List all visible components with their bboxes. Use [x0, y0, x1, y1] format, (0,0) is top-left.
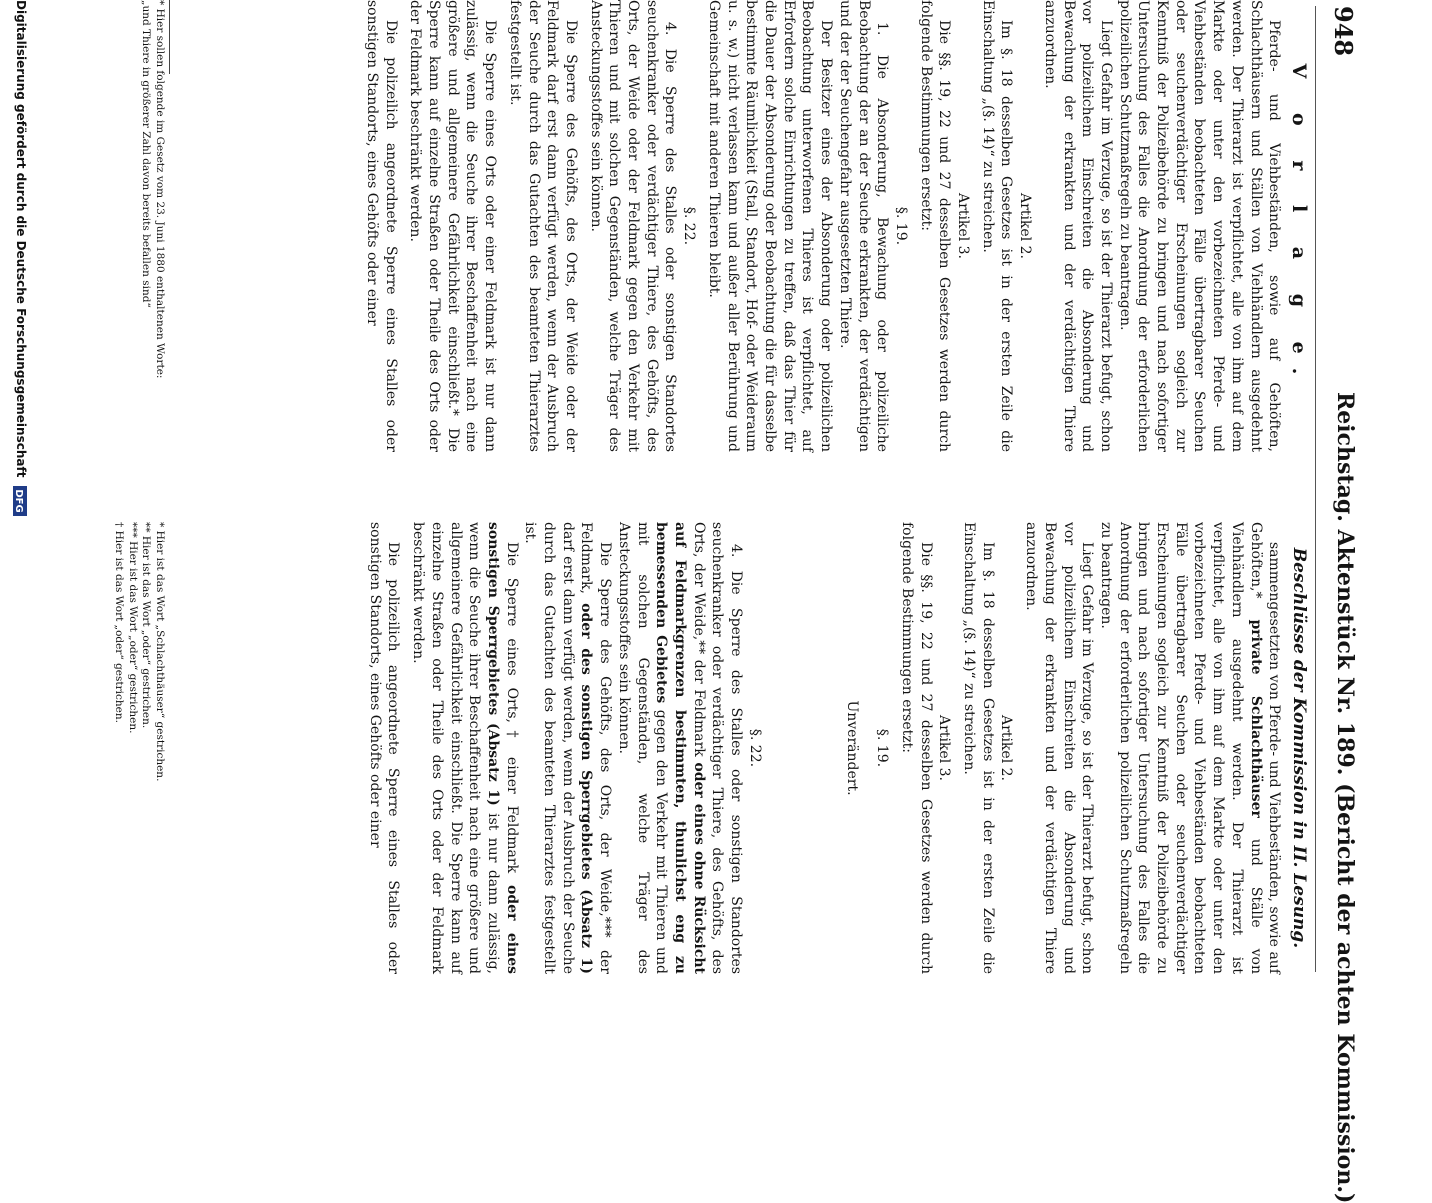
right-column-beschluesse: [365, 522, 1312, 974]
right-s22-text2-bold: oder des sonstigen Sperrgebietes (Absatz 1): [578, 603, 595, 974]
right-unchanged-note: Unverändert.: [843, 700, 860, 796]
right-article-3-label: Artikel 3.: [936, 715, 953, 781]
right-article-3-text: Die §§. 19, 22 und 27 desselben Gesetzes werden durch folgende Bestimmungen ersetzt:: [898, 522, 934, 974]
right-s22-item4-post: gegen den Verkehr mit Thieren und mit solchen Gegenständen, welche Träger des Ansteckungsstoffes sein können.: [615, 522, 670, 974]
dfg-logo-icon: [14, 486, 28, 516]
right-intro-bold: private Schlachthäuser: [1247, 619, 1264, 818]
right-s22-item4-bold: oder eines ohne Rücksicht auf Feldmarkgrenzen bestimmten, thunlichst eng zu bemessenden Gebietes: [653, 522, 707, 974]
right-s22-text3-bold: oder eines sonstigen Sperrgebietes (Absatz 1): [484, 522, 520, 975]
footnote-left-1: * Hier sollen folgende im Gesetz vom 23. Juni 1880 enthaltenen Worte:: [154, 0, 166, 379]
left-intro-paragraph-2: Liegt Gefahr im Verzuge, so ist der Thierarzt befugt, schon vor polizeilichem Einschreiten die Absonderung und Bewachung der erkrankten und der verdächtigen Thiere anzuordnen.: [1041, 0, 1114, 452]
footnote-left-2: „und Thiere in größerer Zahl davon bereits befallen sind“: [140, 0, 153, 308]
dfg-logo-text: DFG: [13, 488, 25, 513]
right-s22-text3-post: ist nur dann zulässig, wenn die Seuche ihrer Beschaffenheit nach eine größere und allgemeinere Gefährlichkeit einschließt. Die Sperre kann auf einzelne Straßen oder Theile des Orts oder der Feldmark beschränkt werden.: [410, 522, 501, 974]
left-section-19-item-1-cont: Der Besitzer eines der Absonderung oder polizeilichen Beobachtung unterworfenen Thieres ist verpflichtet, auf Erfordern solche Einrichtungen zu treffen, daß das Thier für die Dauer der Absonderung oder Beobachtung die für dasselbe bestimmte Räumlichkeit (Stall, Standort, Hof- oder Weideraum u. s. w.) nicht verlassen kann und außer aller Berührung und Gemeinschaft mit anderen Thieren bleibt.: [705, 0, 835, 452]
right-section-22-text-4: Die polizeilich angeordnete Sperre eines Stalles oder sonstigen Standorts, eines Gehöfts oder einer: [366, 522, 402, 974]
left-article-2-text: Im §. 18 desselben Gesetzes ist in der ersten Zeile die Einschaltung „(§. 14)“ zu streichen.: [979, 0, 1015, 452]
dfg-footer-text: Digitalisierung gefördert durch die Deutsche Forschungsgemeinschaft: [14, 0, 28, 478]
right-intro-paragraph-2: Liegt Gefahr im Verzuge, so ist der Thierarzt befugt, schon vor polizeilichem Einschreiten die Absonderung und Bewachung der erkrankten und der verdächtigen Thiere anzuordnen.: [1023, 522, 1096, 974]
left-intro-paragraph: Pferde- und Viehbeständen, sowie auf Gehöften, Schlachthäusern und Ställen von Viehhändlern ausgedehnt werden. Der Thierarzt ist verpflichtet, alle von ihm auf dem Markte oder unter den vorbezeichneten Pferde- und Viehbeständen beobachteten Fälle übertragbarer Seuchen oder seuchenverdächtiger Erscheinungen sogleich zur Kenntniß der Polizeibehörde zu bringen und nach sofortiger Untersuchung des Falles die Anordnung der erforderlichen polizeilichen Schutzmaßregeln zu beantragen.: [1116, 0, 1283, 452]
left-section-22-text-3: Die Sperre eines Orts oder einer Feldmark ist nur dann zulässig, wenn die Seuche ihrer Beschaffenheit nach eine größere und allgemeinere Gefährlichkeit einschließt.* Die Sperre kann auf einzelne Straßen oder Theile des Orts oder der Feldmark beschränkt werden.: [407, 0, 499, 452]
header-rule: [1315, 6, 1316, 972]
left-section-22-item-4: 4. Die Sperre des Stalles oder sonstigen Standortes seuchenkranker oder verdächtiger Thiere, des Gehöfts, des Orts, der Weide oder der Feldmark gegen den Verkehr mit Thieren und mit solchen Gegenständen, welche Träger des Ansteckungsstoffes sein können.: [587, 0, 679, 452]
footnote-right-2: ** Hier ist das Wort „oder“ gestrichen.: [140, 522, 153, 729]
right-s22-text2-pre: Die Sperre des Gehöfts, des Orts, der Weide,*** der Feldmark,: [578, 522, 614, 974]
page-number: 948: [1329, 6, 1358, 57]
left-section-22-text-2: Die Sperre des Gehöfts, des Orts, der Weide oder der Feldmark darf erst dann verfügt werden, wenn der Ausbruch der Seuche durch das Gutachten des beamteten Thierarztes festgestellt ist.: [506, 0, 579, 452]
footnotes-right: [112, 522, 166, 974]
right-section-22-label: §. 22.: [746, 728, 763, 768]
footnote-right-4: † Hier ist das Wort „oder“ gestrichen.: [113, 522, 126, 723]
right-section-19-label: §. 19.: [874, 728, 891, 768]
footnote-right-1: * Hier ist das Wort „Schlachthäuser“ gestrichen.: [154, 522, 166, 782]
right-column-heading: Beschlüsse der Kommission in II. Lesung.: [1289, 547, 1309, 949]
left-section-19-label: §. 19.: [892, 206, 909, 246]
left-section-19-item-1: 1. Die Absonderung, Bewachung oder polizeiliche Beobachtung der an der Seuche erkrankten, der verdächtigen und der der Seuchengefahr ausgesetzten Thiere.: [836, 0, 891, 452]
right-section-22-text-2: [521, 522, 615, 974]
right-intro-post: und Ställe von Viehhändlern ausgedehnt werden. Der Thierarzt ist verpflichtet, alle von ihm auf dem Markte oder unter den vorbezeichneten Pferde- und Viehbeständen beobachteten Fälle übertragbarer Seuchen oder seuchenverdächtiger Erscheinungen sogleich zur Kenntniß der Polizeibehörde zu bringen und nach sofortiger Untersuchung des Falles die Anordnung der erforderlichen polizeilichen Schutzmaßregeln zu beantragen.: [1097, 522, 1264, 975]
page-header: [1318, 6, 1358, 1203]
left-column-vorlage: [362, 0, 1312, 452]
right-intro-pre: sammengesetzten von Pferde- und Viehbeständen, sowie auf Gehöften,*: [1247, 522, 1283, 974]
right-s22-text3-pre: Die Sperre eines Orts,† einer Feldmark: [503, 542, 520, 874]
right-s22-text2-post: darf erst dann verfügt werden, wenn der Ausbruch der Seuche durch das Gutachten des beamteten Thierarztes festgestellt ist.: [522, 522, 576, 974]
left-column-heading: V o r l a g e.: [1288, 63, 1310, 389]
left-section-22-label: §. 22.: [681, 206, 698, 246]
right-intro-paragraph: [1096, 522, 1283, 974]
right-article-2-text: Im §. 18 desselben Gesetzes ist in der ersten Zeile die Einschaltung „(§. 14)“ zu streichen.: [961, 522, 996, 974]
right-section-22-item-4: [614, 522, 745, 974]
dfg-footer: [4, 0, 28, 1000]
left-section-22-text-4: Die polizeilich angeordnete Sperre eines Stalles oder sonstigen Standorts, eines Gehöfts oder einer: [363, 0, 399, 452]
footnotes-left: [139, 0, 166, 452]
left-article-3-text: Die §§. 19, 22 und 27 desselben Gesetzes werden durch folgende Bestimmungen ersetzt:: [917, 0, 953, 452]
footnote-right-3: *** Hier ist das Wort „oder“ gestrichen.: [127, 522, 139, 734]
footnote-rule: [169, 0, 170, 74]
header-title: Reichstag. Aktenstück Nr. 189. (Bericht der achten Kommission.): [1332, 392, 1358, 1203]
left-article-2-label: Artikel 2.: [1017, 193, 1034, 259]
left-article-3-label: Artikel 3.: [955, 193, 972, 259]
right-article-2-label: Artikel 2.: [998, 715, 1015, 781]
right-s22-item4-pre: 4. Die Sperre des Stalles oder sonstigen Standortes seuchenkranker oder verdächtiger Thiere, des Gehöfts, des Orts, der Weide,** der Feldmark: [690, 522, 745, 974]
right-section-22-text-3: [408, 522, 520, 974]
